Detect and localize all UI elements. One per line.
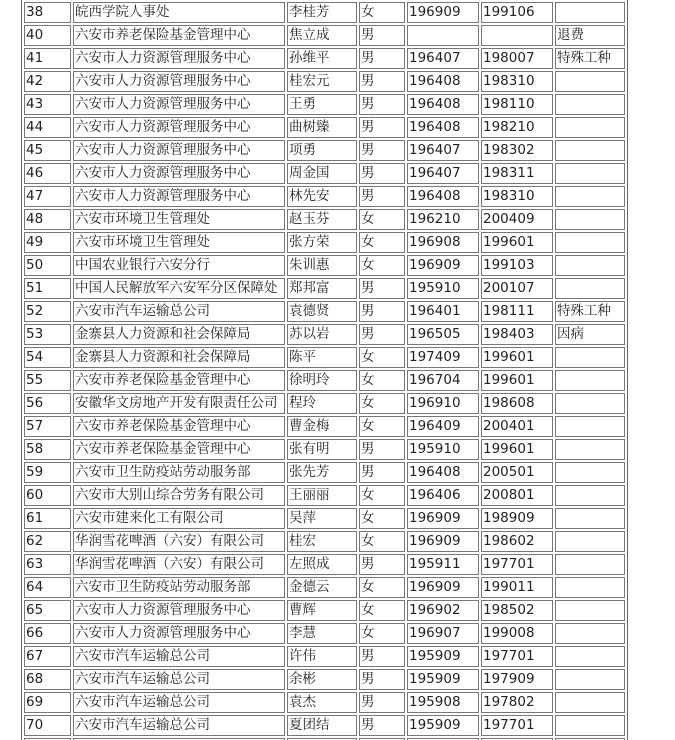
retire-date-cell: 200801 (481, 485, 553, 506)
retire-date-cell: 199011 (481, 577, 553, 598)
birth-date-cell: 196704 (407, 370, 479, 391)
note-cell (555, 623, 625, 644)
note-cell (555, 140, 625, 161)
birth-date-cell: 196908 (407, 232, 479, 253)
birth-date-cell: 196910 (407, 393, 479, 414)
row-number-cell: 62 (24, 531, 71, 552)
personnel-table (21, 0, 628, 740)
name-cell: 曲树臻 (287, 117, 357, 138)
unit-cell: 金寨县人力资源和社会保障局 (73, 324, 285, 345)
retire-date-cell: 197802 (481, 692, 553, 713)
sex-cell: 男 (359, 94, 405, 115)
row-number-cell: 54 (24, 347, 71, 368)
retire-date-cell: 197701 (481, 646, 553, 667)
name-cell: 郑邦富 (287, 278, 357, 299)
row-number-cell: 43 (24, 94, 71, 115)
birth-date-cell: 196408 (407, 117, 479, 138)
note-cell (555, 186, 625, 207)
sex-cell: 女 (359, 600, 405, 621)
note-cell (555, 278, 625, 299)
unit-cell: 六安市卫生防疫站劳动服务部 (73, 577, 285, 598)
note-cell: 特殊工种 (555, 301, 625, 322)
birth-date-cell: 196907 (407, 623, 479, 644)
table-row (24, 531, 625, 552)
sex-cell: 男 (359, 715, 405, 736)
retire-date-cell: 197701 (481, 554, 553, 575)
row-number-cell: 44 (24, 117, 71, 138)
note-cell (555, 209, 625, 230)
sex-cell: 男 (359, 462, 405, 483)
name-cell: 曹辉 (287, 600, 357, 621)
note-cell (555, 577, 625, 598)
unit-cell: 中国人民解放军六安军分区保障处 (73, 278, 285, 299)
retire-date-cell: 200501 (481, 462, 553, 483)
unit-cell: 六安市汽车运输总公司 (73, 301, 285, 322)
name-cell: 夏团结 (287, 715, 357, 736)
birth-date-cell: 195909 (407, 715, 479, 736)
note-cell (555, 163, 625, 184)
birth-date-cell: 196505 (407, 324, 479, 345)
unit-cell: 六安市汽车运输总公司 (73, 715, 285, 736)
row-number-cell: 66 (24, 623, 71, 644)
note-cell (555, 393, 625, 414)
table-row (24, 577, 625, 598)
sex-cell: 男 (359, 692, 405, 713)
row-number-cell: 58 (24, 439, 71, 460)
birth-date-cell: 196406 (407, 485, 479, 506)
birth-date-cell: 196401 (407, 301, 479, 322)
retire-date-cell: 198111 (481, 301, 553, 322)
table-row (24, 715, 625, 736)
unit-cell: 六安市汽车运输总公司 (73, 646, 285, 667)
sex-cell: 男 (359, 117, 405, 138)
unit-cell: 华润雪花啤酒（六安）有限公司 (73, 554, 285, 575)
table-row (24, 462, 625, 483)
row-number-cell: 70 (24, 715, 71, 736)
sex-cell: 男 (359, 163, 405, 184)
row-number-cell: 68 (24, 669, 71, 690)
table-row (24, 255, 625, 276)
table-row (24, 71, 625, 92)
retire-date-cell: 198302 (481, 140, 553, 161)
table-row (24, 324, 625, 345)
sex-cell: 男 (359, 439, 405, 460)
name-cell: 赵玉芬 (287, 209, 357, 230)
sex-cell: 男 (359, 25, 405, 46)
table-row (24, 48, 625, 69)
name-cell: 袁杰 (287, 692, 357, 713)
name-cell: 桂宏元 (287, 71, 357, 92)
table-row (24, 140, 625, 161)
row-number-cell: 50 (24, 255, 71, 276)
birth-date-cell: 196407 (407, 48, 479, 69)
unit-cell: 六安市环境卫生管理处 (73, 209, 285, 230)
unit-cell: 六安市人力资源管理服务中心 (73, 94, 285, 115)
unit-cell: 六安市养老保险基金管理中心 (73, 370, 285, 391)
sex-cell: 男 (359, 554, 405, 575)
row-number-cell: 49 (24, 232, 71, 253)
retire-date-cell: 197701 (481, 715, 553, 736)
table-row (24, 393, 625, 414)
note-cell (555, 370, 625, 391)
birth-date-cell (407, 25, 479, 46)
sex-cell: 女 (359, 232, 405, 253)
note-cell (555, 554, 625, 575)
retire-date-cell: 198909 (481, 508, 553, 529)
name-cell: 李慧 (287, 623, 357, 644)
birth-date-cell: 195911 (407, 554, 479, 575)
note-cell (555, 508, 625, 529)
sex-cell: 男 (359, 301, 405, 322)
retire-date-cell: 198608 (481, 393, 553, 414)
note-cell (555, 669, 625, 690)
table-row (24, 232, 625, 253)
retire-date-cell: 199106 (481, 2, 553, 23)
unit-cell: 六安市建来化工有限公司 (73, 508, 285, 529)
birth-date-cell: 196902 (407, 600, 479, 621)
row-number-cell: 59 (24, 462, 71, 483)
table-row (24, 669, 625, 690)
unit-cell: 六安市人力资源管理服务中心 (73, 48, 285, 69)
unit-cell: 六安市汽车运输总公司 (73, 692, 285, 713)
retire-date-cell: 198403 (481, 324, 553, 345)
note-cell (555, 416, 625, 437)
row-number-cell: 52 (24, 301, 71, 322)
name-cell: 左照成 (287, 554, 357, 575)
unit-cell: 六安市汽车运输总公司 (73, 669, 285, 690)
row-number-cell: 53 (24, 324, 71, 345)
note-cell (555, 255, 625, 276)
name-cell: 余彬 (287, 669, 357, 690)
note-cell (555, 692, 625, 713)
unit-cell: 六安市养老保险基金管理中心 (73, 25, 285, 46)
sex-cell: 男 (359, 669, 405, 690)
note-cell (555, 347, 625, 368)
sex-cell: 女 (359, 209, 405, 230)
name-cell: 吴萍 (287, 508, 357, 529)
retire-date-cell: 198502 (481, 600, 553, 621)
row-number-cell: 51 (24, 278, 71, 299)
row-number-cell: 60 (24, 485, 71, 506)
sex-cell: 女 (359, 347, 405, 368)
sex-cell: 男 (359, 646, 405, 667)
table-row (24, 163, 625, 184)
name-cell: 林先安 (287, 186, 357, 207)
birth-date-cell: 195908 (407, 692, 479, 713)
row-number-cell: 55 (24, 370, 71, 391)
name-cell: 孙维平 (287, 48, 357, 69)
unit-cell: 六安市人力资源管理服务中心 (73, 163, 285, 184)
row-number-cell: 41 (24, 48, 71, 69)
birth-date-cell: 196409 (407, 416, 479, 437)
birth-date-cell: 196408 (407, 462, 479, 483)
unit-cell: 六安市卫生防疫站劳动服务部 (73, 462, 285, 483)
table-row (24, 301, 625, 322)
row-number-cell: 65 (24, 600, 71, 621)
sex-cell: 女 (359, 577, 405, 598)
table-row (24, 2, 625, 23)
table-row (24, 186, 625, 207)
name-cell: 项勇 (287, 140, 357, 161)
name-cell: 许伟 (287, 646, 357, 667)
row-number-cell: 57 (24, 416, 71, 437)
name-cell: 王勇 (287, 94, 357, 115)
sex-cell: 女 (359, 531, 405, 552)
row-number-cell: 48 (24, 209, 71, 230)
unit-cell: 六安市人力资源管理服务中心 (73, 600, 285, 621)
table-row (24, 600, 625, 621)
sex-cell: 男 (359, 48, 405, 69)
unit-cell: 六安市养老保险基金管理中心 (73, 416, 285, 437)
sex-cell: 女 (359, 508, 405, 529)
unit-cell: 六安市大别山综合劳务有限公司 (73, 485, 285, 506)
retire-date-cell: 197909 (481, 669, 553, 690)
name-cell: 陈平 (287, 347, 357, 368)
retire-date-cell: 199601 (481, 232, 553, 253)
note-cell (555, 715, 625, 736)
name-cell: 王丽丽 (287, 485, 357, 506)
table-row (24, 25, 625, 46)
retire-date-cell: 198310 (481, 186, 553, 207)
note-cell (555, 117, 625, 138)
table-row (24, 347, 625, 368)
name-cell: 苏以岩 (287, 324, 357, 345)
unit-cell: 金寨县人力资源和社会保障局 (73, 347, 285, 368)
birth-date-cell: 196408 (407, 94, 479, 115)
row-number-cell: 40 (24, 25, 71, 46)
note-cell (555, 462, 625, 483)
sex-cell: 女 (359, 2, 405, 23)
table-row (24, 646, 625, 667)
retire-date-cell: 198210 (481, 117, 553, 138)
row-number-cell: 61 (24, 508, 71, 529)
birth-date-cell: 196909 (407, 2, 479, 23)
note-cell (555, 600, 625, 621)
table-row (24, 278, 625, 299)
row-number-cell: 63 (24, 554, 71, 575)
table-row (24, 370, 625, 391)
retire-date-cell: 200401 (481, 416, 553, 437)
name-cell: 张方荣 (287, 232, 357, 253)
sex-cell: 女 (359, 255, 405, 276)
note-cell: 退费 (555, 25, 625, 46)
row-number-cell: 67 (24, 646, 71, 667)
sex-cell: 女 (359, 416, 405, 437)
table-row (24, 117, 625, 138)
name-cell: 曹金梅 (287, 416, 357, 437)
birth-date-cell: 195909 (407, 646, 479, 667)
note-cell (555, 646, 625, 667)
unit-cell: 六安市人力资源管理服务中心 (73, 71, 285, 92)
table-row (24, 416, 625, 437)
note-cell: 特殊工种 (555, 48, 625, 69)
sex-cell: 女 (359, 370, 405, 391)
retire-date-cell: 200107 (481, 278, 553, 299)
retire-date-cell: 200409 (481, 209, 553, 230)
sex-cell: 女 (359, 393, 405, 414)
row-number-cell: 38 (24, 2, 71, 23)
unit-cell: 六安市人力资源管理服务中心 (73, 140, 285, 161)
table-row (24, 439, 625, 460)
row-number-cell: 56 (24, 393, 71, 414)
table-row (24, 209, 625, 230)
sex-cell: 男 (359, 71, 405, 92)
name-cell: 周金国 (287, 163, 357, 184)
sex-cell: 女 (359, 485, 405, 506)
table-body (24, 2, 625, 740)
name-cell: 张有明 (287, 439, 357, 460)
retire-date-cell: 198007 (481, 48, 553, 69)
name-cell: 桂宏 (287, 531, 357, 552)
name-cell: 袁德贤 (287, 301, 357, 322)
retire-date-cell: 198110 (481, 94, 553, 115)
unit-cell: 华润雪花啤酒（六安）有限公司 (73, 531, 285, 552)
row-number-cell: 45 (24, 140, 71, 161)
sex-cell: 男 (359, 278, 405, 299)
retire-date-cell: 199103 (481, 255, 553, 276)
note-cell (555, 2, 625, 23)
note-cell (555, 94, 625, 115)
note-cell (555, 439, 625, 460)
row-number-cell: 64 (24, 577, 71, 598)
unit-cell: 六安市人力资源管理服务中心 (73, 623, 285, 644)
table-row (24, 485, 625, 506)
unit-cell: 六安市人力资源管理服务中心 (73, 186, 285, 207)
name-cell: 朱训惠 (287, 255, 357, 276)
retire-date-cell: 198311 (481, 163, 553, 184)
birth-date-cell: 196407 (407, 163, 479, 184)
birth-date-cell: 196909 (407, 508, 479, 529)
name-cell: 程玲 (287, 393, 357, 414)
retire-date-cell: 198602 (481, 531, 553, 552)
sex-cell: 男 (359, 140, 405, 161)
sex-cell: 女 (359, 623, 405, 644)
row-number-cell: 47 (24, 186, 71, 207)
unit-cell: 六安市养老保险基金管理中心 (73, 439, 285, 460)
note-cell (555, 71, 625, 92)
name-cell: 金德云 (287, 577, 357, 598)
row-number-cell: 69 (24, 692, 71, 713)
birth-date-cell: 196909 (407, 577, 479, 598)
row-number-cell: 42 (24, 71, 71, 92)
retire-date-cell: 199008 (481, 623, 553, 644)
unit-cell: 皖西学院人事处 (73, 2, 285, 23)
birth-date-cell: 197409 (407, 347, 479, 368)
name-cell: 李桂芳 (287, 2, 357, 23)
table-row (24, 508, 625, 529)
retire-date-cell: 198310 (481, 71, 553, 92)
name-cell: 张先芳 (287, 462, 357, 483)
table-row (24, 623, 625, 644)
name-cell: 徐明玲 (287, 370, 357, 391)
note-cell (555, 531, 625, 552)
unit-cell: 中国农业银行六安分行 (73, 255, 285, 276)
sex-cell: 男 (359, 186, 405, 207)
table-row (24, 554, 625, 575)
table-row (24, 94, 625, 115)
birth-date-cell: 195910 (407, 278, 479, 299)
unit-cell: 六安市人力资源管理服务中心 (73, 117, 285, 138)
birth-date-cell: 196408 (407, 71, 479, 92)
birth-date-cell: 195910 (407, 439, 479, 460)
retire-date-cell: 199601 (481, 370, 553, 391)
birth-date-cell: 196408 (407, 186, 479, 207)
birth-date-cell: 195909 (407, 669, 479, 690)
unit-cell: 六安市环境卫生管理处 (73, 232, 285, 253)
note-cell: 因病 (555, 324, 625, 345)
retire-date-cell: 199601 (481, 439, 553, 460)
unit-cell: 安徽华文房地产开发有限责任公司 (73, 393, 285, 414)
birth-date-cell: 196210 (407, 209, 479, 230)
retire-date-cell (481, 25, 553, 46)
birth-date-cell: 196407 (407, 140, 479, 161)
birth-date-cell: 196909 (407, 531, 479, 552)
name-cell: 焦立成 (287, 25, 357, 46)
sex-cell: 男 (359, 324, 405, 345)
birth-date-cell: 196909 (407, 255, 479, 276)
note-cell (555, 485, 625, 506)
table-row (24, 692, 625, 713)
note-cell (555, 232, 625, 253)
row-number-cell: 46 (24, 163, 71, 184)
retire-date-cell: 199601 (481, 347, 553, 368)
